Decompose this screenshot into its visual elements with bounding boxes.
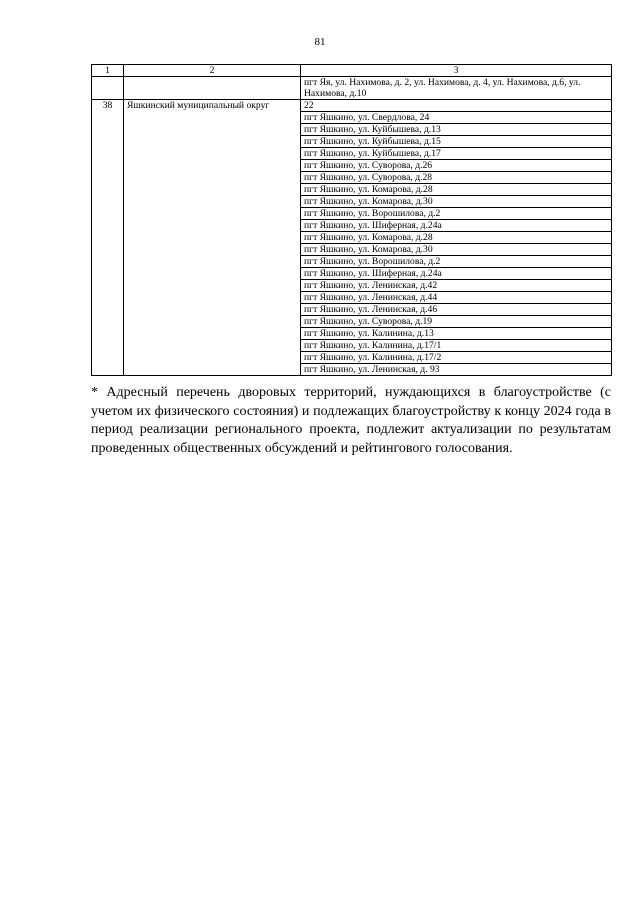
- address-cell: 22: [301, 100, 612, 112]
- address-cell: пгт Яшкино, ул. Суворова, д.28: [301, 172, 612, 184]
- page-number: 81: [314, 36, 326, 48]
- table-row-continuation: [92, 77, 612, 100]
- address-cell: пгт Яшкино, ул. Комарова, д.28: [301, 232, 612, 244]
- address-cell: пгт Яшкино, ул. Калинина, д.17/2: [301, 352, 612, 364]
- address-cell: пгт Яшкино, ул. Куйбышева, д.15: [301, 136, 612, 148]
- address-cell: пгт Яшкино, ул. Суворова, д.19: [301, 316, 612, 328]
- address-cell: пгт Яшкино, ул. Суворова, д.26: [301, 160, 612, 172]
- table-row: [92, 100, 612, 112]
- address-cell: пгт Яшкино, ул. Куйбышева, д.13: [301, 124, 612, 136]
- municipality-cell: [124, 77, 301, 100]
- municipality-cell: Яшкинский муниципальный округ: [124, 100, 301, 376]
- address-cell: пгт Яшкино, ул. Калинина, д.13: [301, 328, 612, 340]
- address-cell: пгт Яшкино, ул. Ленинская, д.42: [301, 280, 612, 292]
- address-cell: пгт Яшкино, ул. Ленинская, д.44: [301, 292, 612, 304]
- address-cell: пгт Яшкино, ул. Ворошилова, д.2: [301, 256, 612, 268]
- row-number-cell: [92, 77, 124, 100]
- address-cell: пгт Яшкино, ул. Шиферная, д.24а: [301, 220, 612, 232]
- header-cell-col-2: 2: [124, 65, 301, 77]
- address-cell: пгт Яшкино, ул. Шиферная, д.24а: [301, 268, 612, 280]
- address-cell: пгт Яшкино, ул. Комарова, д.28: [301, 184, 612, 196]
- address-cell: пгт Яшкино, ул. Свердлова, 24: [301, 112, 612, 124]
- address-cell: пгт Яшкино, ул. Ленинская, д.46: [301, 304, 612, 316]
- address-cell: пгт Яшкино, ул. Ворошилова, д.2: [301, 208, 612, 220]
- address-cell: пгт Яшкино, ул. Комарова, д.30: [301, 244, 612, 256]
- address-cell: пгт Яшкино, ул. Комарова, д.30: [301, 196, 612, 208]
- header-cell-col-3: 3: [301, 65, 612, 77]
- address-cell: пгт Яя, ул. Нахимова, д. 2, ул. Нахимова, д. 4, ул. Нахимова, д.6, ул. Нахимова, д.10: [301, 77, 612, 100]
- footnote: * Адресный перечень дворовых территорий, нуждающихся в благоустройстве (с учетом их физического состояния) и подлежащих благоустройству к концу 2024 года в период реализации регионального проекта, подлежит актуализации по результатам проведенных общественных обсуждений и рейтингового голосования.: [91, 385, 611, 456]
- row-number-cell: 38: [92, 100, 124, 376]
- address-cell: пгт Яшкино, ул. Калинина, д.17/1: [301, 340, 612, 352]
- address-cell: пгт Яшкино, ул. Куйбышева, д.17: [301, 148, 612, 160]
- address-cell: пгт Яшкино, ул. Ленинская, д. 93: [301, 364, 612, 376]
- address-table: [91, 64, 612, 376]
- table-header-row: [92, 65, 612, 77]
- header-cell-col-1: 1: [92, 65, 124, 77]
